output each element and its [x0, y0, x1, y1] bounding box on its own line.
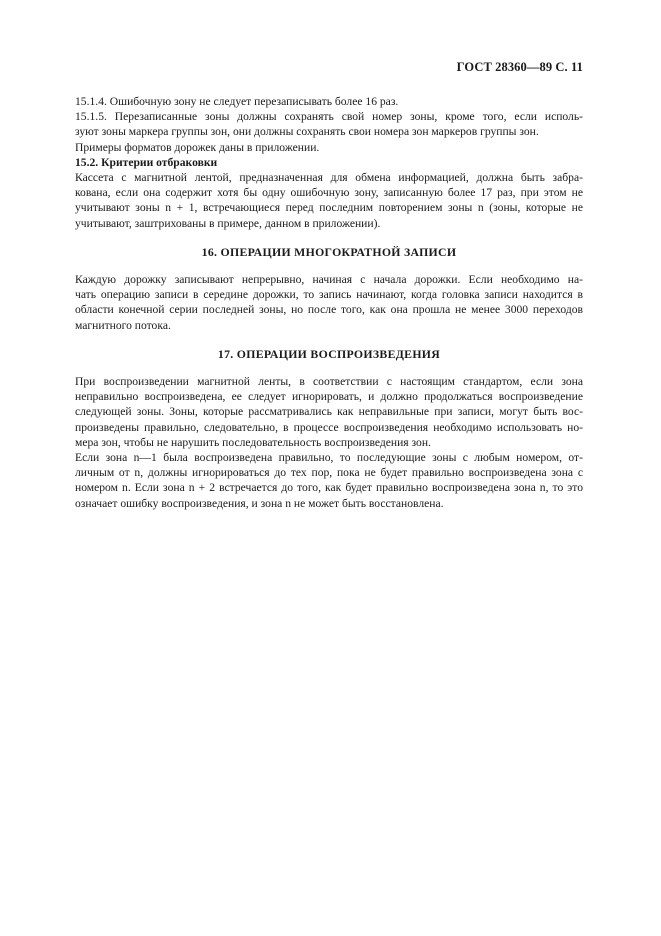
- section-17-para-1-line-1: При воспроизведении магнитной ленты, в соответствии с настоящим стандартом, если зона: [75, 375, 583, 389]
- running-header: ГОСТ 28360—89 С. 11: [456, 60, 583, 74]
- section-17-para-1-line-5: мера зон, чтобы не нарушить последовательность воспроизведения зон.: [75, 435, 431, 449]
- section-16-line-4: магнитного потока.: [75, 318, 171, 332]
- section-17-para-2-line-3: номером n. Если зона n + 2 встречается до того, как будет правильно воспроизведена зона n, то это: [75, 481, 583, 495]
- section-17-para-1-line-3: следующей зоны. Зоны, которые рассматривались как неправильные при записи, могут быть вос-: [75, 405, 583, 419]
- section-16-line-2: чать операцию записи в середине дорожки, то запись начинают, когда головка записи находится в: [75, 288, 583, 302]
- section-16-title: 16. ОПЕРАЦИИ МНОГОКРАТНОЙ ЗАПИСИ: [201, 244, 457, 259]
- clause-15-1-5-line-1: 15.1.5. Перезаписанные зоны должны сохранять свой номер зоны, кроме того, если исполь-: [75, 110, 583, 124]
- section-17-para-1-line-4: произведены правильно, следовательно, в процессе воспроизведения необходимо использовать но-: [75, 420, 583, 434]
- clause-15-1-5-line-2: зуют зоны маркера группы зон, они должны сохранять свои номера зон маркеров группы зон.: [75, 125, 539, 139]
- section-16-line-1: Каждую дорожку записывают непрерывно, начиная с начала дорожки. Если необходимо на-: [75, 273, 583, 287]
- section-17-para-1-line-2: неправильно воспроизведена, ее следует игнорировать, и должно продолжаться воспроизведение: [75, 390, 583, 404]
- clause-15-2-heading: 15.2. Критерии отбраковки: [75, 155, 218, 169]
- section-17-para-2-line-4: означает ошибку воспроизведения, и зона n не может быть восстановлена.: [75, 496, 444, 510]
- section-16-line-3: области конечной серии последней зоны, но после того, как она прошла не менее 3000 переходов: [75, 303, 583, 317]
- section-16-body: [75, 272, 583, 333]
- examples-note: Примеры форматов дорожек даны в приложении.: [75, 140, 320, 154]
- page-body: [75, 94, 583, 511]
- section-17-title: 17. ОПЕРАЦИИ ВОСПРОИЗВЕДЕНИЯ: [217, 346, 441, 361]
- clause-15-2-line-1: Кассета с магнитной лентой, предназначенная для обмена информацией, должна быть забра-: [75, 171, 583, 185]
- clause-15-2-line-3: учитывают зоны n + 1, встречающиеся перед последним повторением зоны n (зоны, которые не: [75, 201, 583, 215]
- section-17-para-2-line-1: Если зона n—1 была воспроизведена правильно, то последующие зоны с любым номером, от-: [75, 451, 583, 465]
- clause-15-2-line-4: учитывают, заштрихованы в примере, данном в приложении).: [75, 216, 381, 230]
- clause-15-1-4: 15.1.4. Ошибочную зону не следует перезаписывать более 16 раз.: [75, 95, 399, 108]
- section-17-body: [75, 374, 583, 511]
- section-15-continuation: [75, 94, 583, 231]
- clause-15-2-line-2: кована, если она содержит хотя бы одну ошибочную зону, записанную более 17 раз, при этом не: [75, 186, 583, 200]
- section-17-para-2-line-2: личным от n, должны игнорироваться до тех пор, пока не будет правильно воспроизведена зона с: [75, 466, 583, 480]
